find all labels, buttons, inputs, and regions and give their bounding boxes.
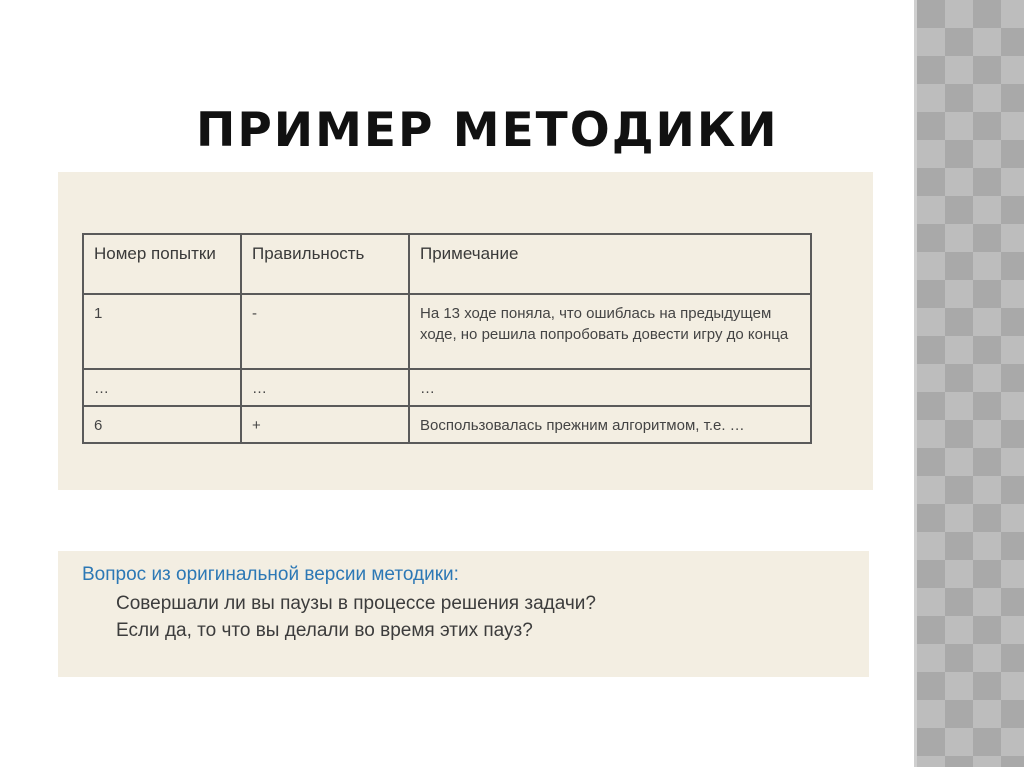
table-cell: Воспользовалась прежним алгоритмом, т.е. … (409, 406, 811, 443)
header-attempt-number: Номер попытки (83, 234, 241, 294)
slide-title: ПРИМЕР МЕТОДИКИ (196, 103, 779, 158)
method-table (82, 233, 812, 444)
table-header-row (83, 234, 811, 294)
question-line-2: Если да, то что вы делали во время этих пауз? (116, 620, 533, 641)
table-cell: На 13 ходе поняла, что ошиблась на предыдущем ходе, но решила попробовать довести игру до конца (409, 294, 811, 369)
decorative-side-strip (914, 0, 1024, 767)
table-cell: … (241, 369, 409, 406)
header-correctness: Правильность (241, 234, 409, 294)
table-cell: 1 (83, 294, 241, 369)
table-row (83, 369, 811, 406)
table-cell: … (83, 369, 241, 406)
question-panel (58, 551, 869, 677)
table-cell: - (241, 294, 409, 369)
table-row (83, 294, 811, 369)
table-row (83, 406, 811, 443)
table-cell: + (241, 406, 409, 443)
question-line-1: Совершали ли вы паузы в процессе решения задачи? (116, 593, 596, 614)
table-cell: … (409, 369, 811, 406)
question-heading: Вопрос из оригинальной версии методики: (82, 564, 459, 585)
table-cell: 6 (83, 406, 241, 443)
header-note: Примечание (409, 234, 811, 294)
